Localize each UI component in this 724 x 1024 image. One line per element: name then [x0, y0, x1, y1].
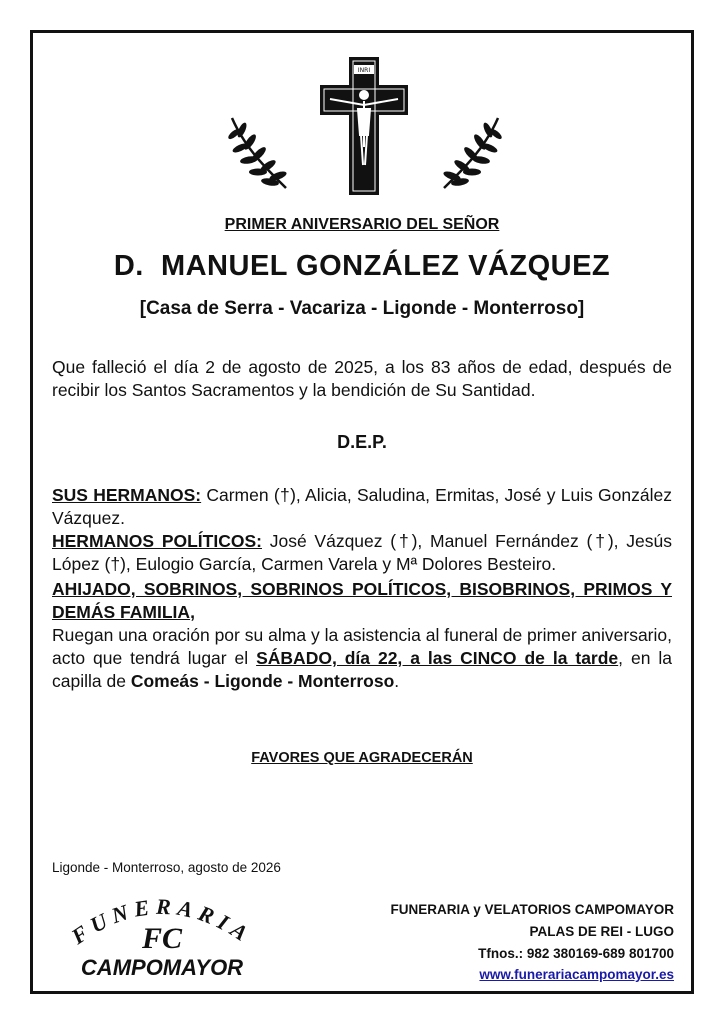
family-text: AHIJADO, SOBRINOS, SOBRINOS POLÍTICOS, BISOBRINOS, PRIMOS Y DEMÁS FAMILIA: [52, 579, 672, 622]
request-paragraph: [52, 624, 672, 693]
logo-monogram: FC: [141, 922, 183, 955]
logo-top-text: FUNERARIA: [66, 893, 258, 950]
in-laws-label: HERMANOS POLÍTICOS:: [52, 531, 262, 551]
anniversary-heading: PRIMER ANIVERSARIO DEL SEÑOR: [224, 216, 500, 233]
laurel-left-icon: [228, 110, 290, 190]
company-name: FUNERARIA y VELATORIOS CAMPOMAYOR: [390, 902, 674, 917]
company-website-link[interactable]: www.funerariacampomayor.es: [479, 967, 674, 982]
company-phones: Tfnos.: 982 380169-689 801700: [478, 946, 674, 961]
deceased-name: D. MANUEL GONZÁLEZ VÁZQUEZ: [113, 250, 611, 282]
company-city: PALAS DE REI - LUGO: [529, 924, 674, 939]
request-text-2: , en la capilla de: [52, 648, 672, 691]
chapel-name: Comeás - Ligonde - Monterroso: [130, 671, 395, 691]
in-laws-paragraph: [52, 530, 672, 576]
funeral-time: SÁBADO, día 22, a las CINCO de la tarde: [256, 648, 619, 668]
siblings-text: Carmen (†), Alicia, Saludina, Ermitas, José y Luis González Vázquez.: [52, 485, 672, 528]
request-end: .: [394, 671, 400, 691]
family-comma: ,: [190, 602, 195, 622]
place-date: Ligonde - Monterroso, agosto de 2026: [52, 860, 281, 875]
funeral-home-logo: [52, 882, 272, 982]
death-paragraph: Que falleció el día 2 de agosto de 2025, a los 83 años de edad, después de recibir los Santos Sacramentos y la bendición de Su Santidad.: [52, 357, 672, 400]
siblings-paragraph: [52, 484, 672, 530]
dep-text: D.E.P.: [337, 432, 387, 452]
crucifix-icon: [318, 55, 410, 197]
request-text-1: Ruegan una oración por su alma y la asistencia al funeral de primer aniversario, acto que tendrá lugar el: [52, 625, 672, 668]
logo-bottom-text: CAMPOMAYOR: [80, 955, 244, 980]
laurel-right-icon: [440, 110, 502, 190]
siblings-label: SUS HERMANOS:: [52, 485, 202, 505]
thanks-line: FAVORES QUE AGRADECERÁN: [251, 750, 473, 766]
inri-sign: INRI: [357, 67, 371, 74]
in-laws-text: José Vázquez (†), Manuel Fernández (†), Jesús López (†), Eulogio García, Carmen Varela y Mª Dolores Besteiro.: [52, 531, 672, 574]
family-paragraph: [52, 578, 672, 624]
places-line: [Casa de Serra - Vacariza - Ligonde - Monterroso]: [139, 298, 585, 319]
